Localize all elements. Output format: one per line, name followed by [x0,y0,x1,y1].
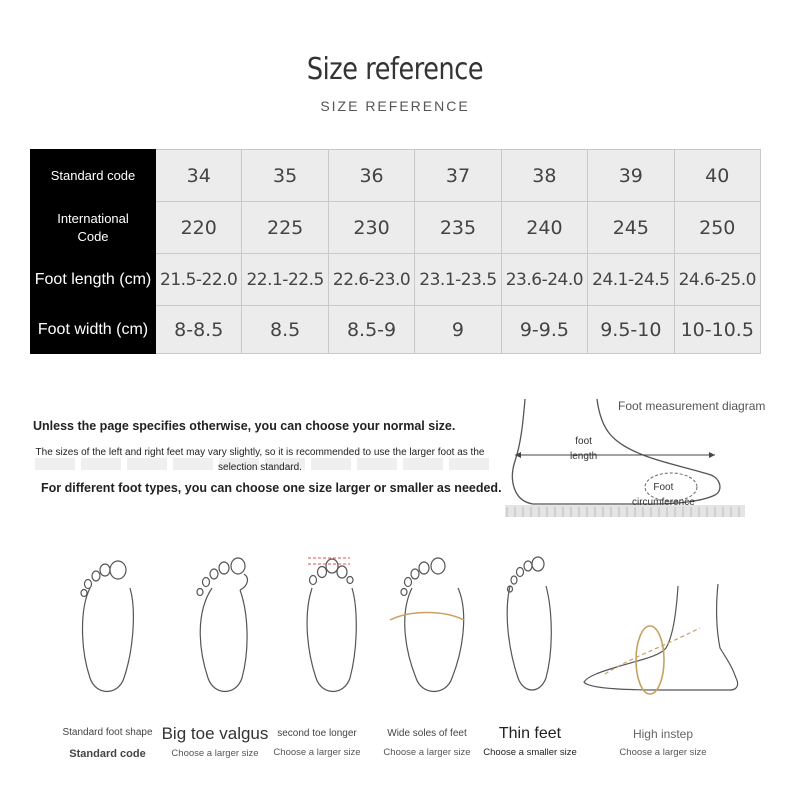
table-cell: 34 [156,150,242,202]
table-cell: 250 [674,202,760,254]
foot-type-name: Thin feet [498,725,562,742]
table-cell: 9 [415,306,501,354]
size-table [30,149,761,354]
table-cell: 9-9.5 [501,306,587,354]
row-label-text: International Code [57,210,129,244]
big-toe-valgus-icon [197,558,247,692]
label-line: length [570,451,598,462]
foot-type-thin [475,725,585,758]
note-left-right: The sizes of the left and right feet may vary slightly, so it is recommended to use the larger foot as the selection standard. [35,447,485,473]
foot-type-advice: Choose a larger size [171,748,259,759]
foot-type-advice: Standard code [69,748,146,760]
foot-type-advice: Choose a larger size [619,747,707,758]
foot-type-wide-sole [372,728,482,758]
table-cell: 23.6-24.0 [501,254,587,306]
row-label-foot-width: Foot width (cm) [31,306,156,354]
table-row [31,254,761,306]
foot-type-name: Big toe valgus [161,724,269,743]
table-cell: 23.1-23.5 [415,254,501,306]
foot-type-advice: Choose a smaller size [483,747,577,758]
table-cell: 235 [415,202,501,254]
table-cell: 245 [588,202,674,254]
table-cell: 9.5-10 [588,306,674,354]
foot-type-standard [50,727,165,760]
table-row [31,150,761,202]
label-line: Foot [653,482,674,493]
label-line: foot [575,436,592,447]
table-cell: 40 [674,150,760,202]
table-row [31,306,761,354]
table-cell: 38 [501,150,587,202]
table-cell: 36 [328,150,414,202]
diagram-title: Foot measurement diagram [618,399,766,413]
table-cell: 230 [328,202,414,254]
table-row [31,202,761,254]
foot-type-name: second toe longer [277,728,357,739]
table-cell: 22.1-22.5 [242,254,328,306]
table-cell: 21.5-22.0 [156,254,242,306]
row-label-foot-length: Foot length (cm) [31,254,156,306]
table-cell: 225 [242,202,328,254]
foot-type-high-instep [608,727,718,758]
table-cell: 22.6-23.0 [328,254,414,306]
label-line: circumference [632,497,695,508]
foot-type-advice: Choose a larger size [273,747,361,758]
foot-type-name: Standard foot shape [62,727,153,738]
page-title: Size reference [306,52,484,87]
table-cell: 8-8.5 [156,306,242,354]
foot-type-second-toe [262,728,372,758]
row-label-standard-code: Standard code [31,150,156,202]
table-cell: 220 [156,202,242,254]
table-cell: 39 [588,150,674,202]
foot-type-name: High instep [632,727,694,741]
table-cell: 24.6-25.0 [674,254,760,306]
foot-type-big-toe-valgus [155,724,275,759]
table-cell: 37 [415,150,501,202]
table-cell: 8.5 [242,306,328,354]
page-subtitle: SIZE REFERENCE [320,98,470,114]
thin-foot-icon [507,557,551,690]
table-cell: 24.1-24.5 [588,254,674,306]
second-toe-longer-icon [307,559,356,692]
foot-type-name: Wide soles of feet [387,728,467,739]
note-foot-types: For different foot types, you can choose one size larger or smaller as needed. [41,481,502,495]
foot-circumference-label [632,480,695,510]
foot-types-illustration [60,548,780,713]
foot-type-advice: Choose a larger size [383,747,471,758]
wide-sole-icon [401,558,464,692]
table-cell: 8.5-9 [328,306,414,354]
foot-length-label [570,434,597,464]
table-cell: 240 [501,202,587,254]
note-normal-size: Unless the page specifies otherwise, you can choose your normal size. [33,419,456,433]
standard-foot-icon [81,561,133,692]
table-cell: 10-10.5 [674,306,760,354]
row-label-international-code [31,202,156,254]
table-cell: 35 [242,150,328,202]
